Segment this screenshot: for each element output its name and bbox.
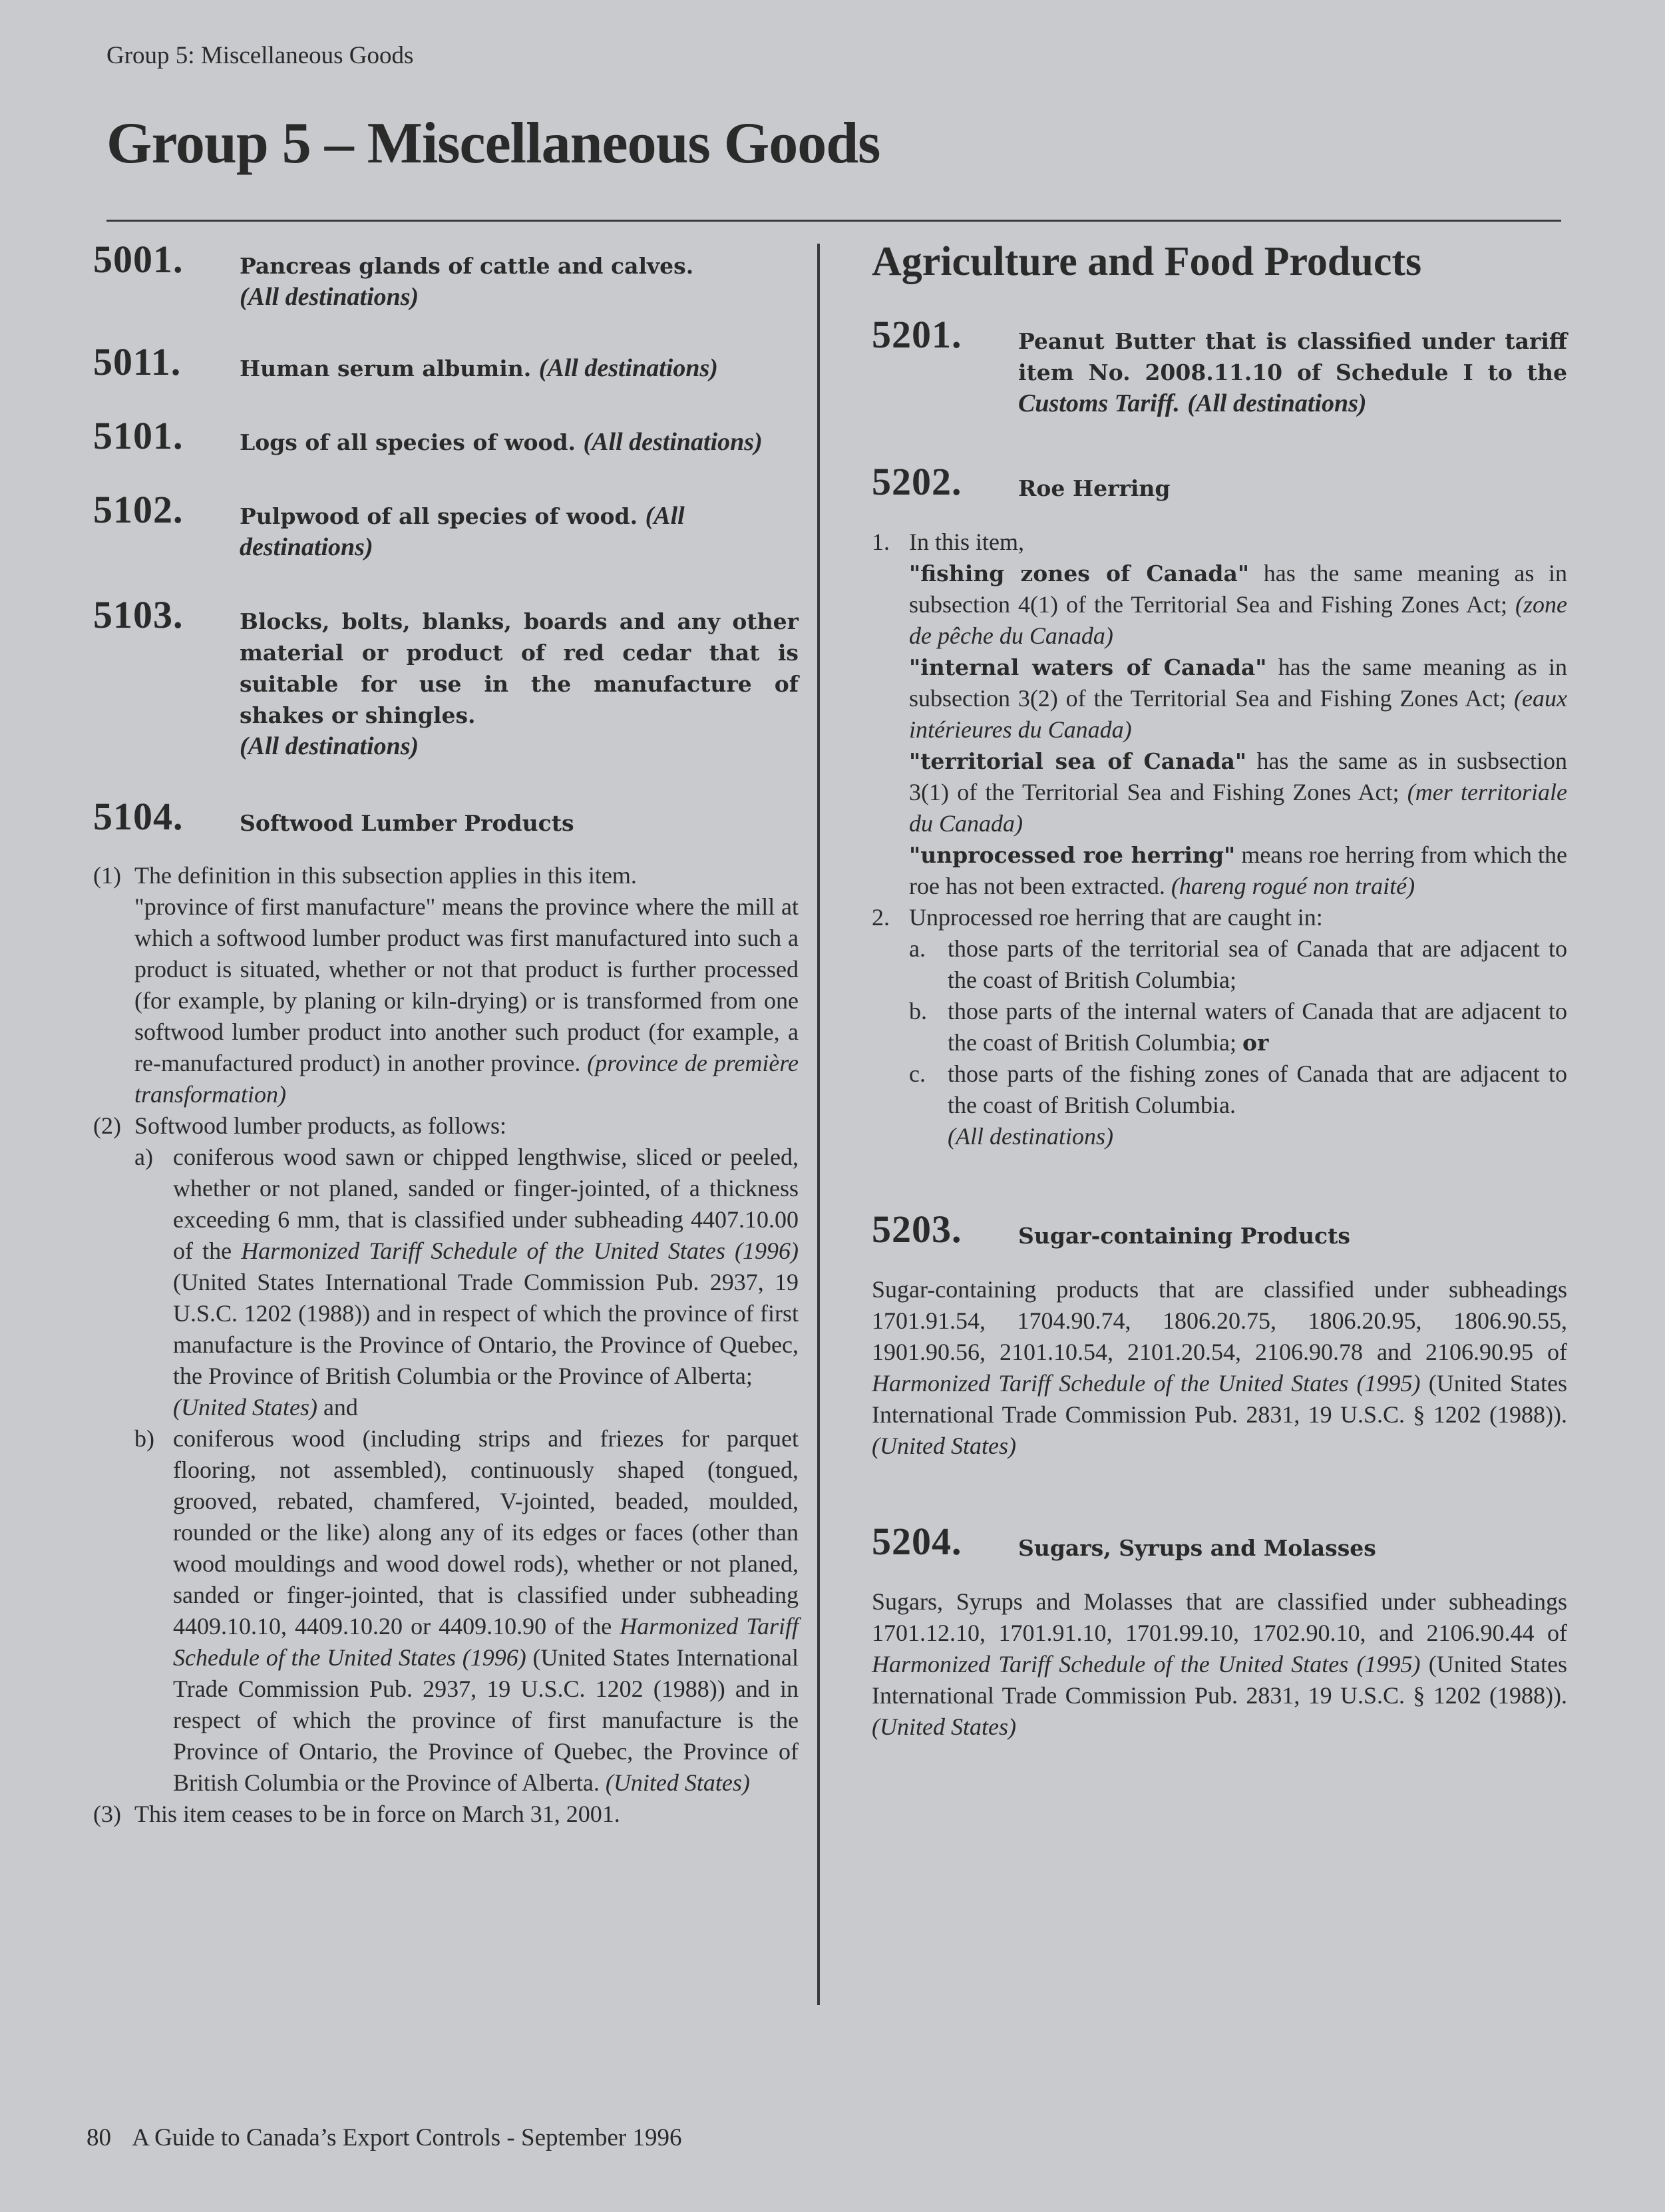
subsection-2 <box>93 1110 799 1799</box>
paragraph-label: b) <box>134 1425 154 1452</box>
subsection-label: (3) <box>93 1801 121 1827</box>
item-title: Softwood Lumber Products <box>240 810 574 836</box>
subsection-label: (2) <box>93 1112 121 1139</box>
item-5204-text: Sugars, Syrups and Molasses that are classified under subheadings 1701.12.10, 1701.91.10, 1701.99.10, 1702.90.10, and 2106.90.44 of Harmonized Tariff Schedule of the United States (1995) (United States International Trade Commission Pub. 2831, 19 U.S.C. § 1202 (1988)). (United States) <box>872 1588 1567 1740</box>
destination: (All destinations) <box>240 283 419 311</box>
item-text: Pulpwood of all species of wood. (All destinations) <box>240 502 685 561</box>
item-number: 5104. <box>93 795 184 838</box>
page-number: 80 <box>87 2124 111 2151</box>
right-column <box>872 239 1568 1743</box>
item-number: 5011. <box>93 340 182 383</box>
column-divider <box>817 244 820 2005</box>
subsection-3 <box>93 1799 799 1830</box>
paragraph-b: b) coniferous wood (including strips and friezes for parquet flooring, not assembled), continuously shaped (tongued, grooved, rebated, chamfered, V-jointed, beaded, moulded, rounded or the like) along any of its edges or faces (other than wood mouldings and wood dowel rods), whether or not planed, sanded or finger-jointed, that is classified under subheading 4409.10.10, 4409.10.20 or 4409.10.90 of the Harmonized Tariff Schedule of the United States (1996) (United States International Trade Commission Pub. 2937, 19 U.S.C. 1202 (1988)) and in respect of which the province of first manufacture is the Province of Ontario, the Province of Quebec, the Province of British Columbia or the Province of Alberta. (United States) <box>134 1423 799 1799</box>
item-number: 5103. <box>93 593 184 636</box>
item-text: Pancreas glands of cattle and calves. (All destinations) <box>240 253 694 311</box>
item-title: Sugar-containing Products <box>1018 1223 1350 1249</box>
paragraph-label: a) <box>134 1144 153 1170</box>
hts-reference: Harmonized Tariff Schedule of the United States (1995) <box>872 1651 1421 1677</box>
definition-fishing-zones: "fishing zones of Canada" has the same meaning as in subsection 4(1) of the Territorial Sea and Fishing Zones Act; (zone de pêche du Canada) <box>909 560 1568 649</box>
clause-b: b. those parts of the internal waters of Canada that are adjacent to the coast of British Columbia; or <box>909 998 1567 1056</box>
destination: (All destinations) <box>1187 389 1367 417</box>
footer-text: A Guide to Canada’s Export Controls - September 1996 <box>132 2124 682 2151</box>
item-5011 <box>93 342 799 384</box>
section-title: Agriculture and Food Products <box>872 239 1422 284</box>
definition-unprocessed-roe-herring: "unprocessed roe herring" means roe herring from which the roe has not been extracted. (hareng rogué non traité) <box>909 841 1567 899</box>
roe-herring-part-2: 2. Unprocessed roe herring that are caught in: a. those parts of the territorial sea of Canada that are adjacent to the coast of British Columbia; b. those parts of the internal waters of Canada that are adjacent to the coast of British Columbia; or c. those parts of the fishing zones of Canada that are adjacent to the coast of British Columbia. (All destinations) <box>872 902 1567 1152</box>
hts-reference: Harmonized Tariff Schedule of the United States (1996) <box>241 1237 799 1264</box>
subsection-1 <box>93 860 799 1110</box>
subsection-intro: Softwood lumber products, as follows: <box>134 1112 506 1139</box>
item-5204 <box>872 1522 1567 1564</box>
paragraph-a: a) coniferous wood sawn or chipped lengthwise, sliced or peeled, whether or not planed, sanded or finger-jointed, of a thickness exceeding 6 mm, that is classified under subheading 4407.10.00 of the Harmonized Tariff Schedule of the United States (1996) (United States International Trade Commission Pub. 2937, 19 U.S.C. 1202 (1988)) and in respect of which the province of first manufacture is the Province of Ontario, the Province of Quebec, the Province of British Columbia or the Province of Alberta; (United States) and <box>134 1142 799 1423</box>
destination: (All destinations) <box>583 428 763 456</box>
destination: (United States) <box>872 1713 1016 1740</box>
item-number: 5202. <box>872 460 962 503</box>
page-footer <box>87 2123 681 2152</box>
subsection-intro: The definition in this subsection applies in this item. <box>134 862 637 889</box>
item-text: Logs of all species of wood. (All destinations) <box>240 428 763 456</box>
item-text: Peanut Butter that is classified under tariff item No. 2008.11.10 of Schedule I to the Customs Tariff. (All destinations) <box>1018 328 1567 417</box>
part-label: 2. <box>872 904 890 931</box>
hts-reference: Harmonized Tariff Schedule of the United States (1996) <box>173 1613 799 1671</box>
item-text: Blocks, bolts, blanks, boards and any other material or product of red cedar that is suitable for use in the manufacture of shakes or shingles. (All destinations) <box>240 608 799 760</box>
item-number: 5204. <box>872 1520 962 1563</box>
item-5102 <box>93 490 799 563</box>
item-number: 5101. <box>93 414 184 457</box>
destination: (United States) <box>173 1394 317 1421</box>
left-column <box>93 240 799 1830</box>
item-5203-text: Sugar-containing products that are classified under subheadings 1701.91.54, 1704.90.74, 1806.20.75, 1806.20.95, 1806.90.55, 1901.90.56, 2101.10.54, 2101.20.54, 2106.90.78 and 2106.90.95 of Harmonized Tariff Schedule of the United States (1995) (United States International Trade Commission Pub. 2831, 19 U.S.C. § 1202 (1988)). (United States) <box>872 1276 1567 1459</box>
item-5201 <box>872 315 1567 419</box>
page-title: Group 5 – Miscellaneous Goods <box>106 111 880 176</box>
destination: (United States) <box>872 1433 1016 1459</box>
destination: (All destinations) <box>240 732 419 760</box>
item-5103 <box>93 595 799 762</box>
clause-a: a. those parts of the territorial sea of Canada that are adjacent to the coast of British Columbia; <box>909 935 1567 993</box>
subsection-text: This item ceases to be in force on March 31, 2001. <box>134 1801 620 1827</box>
destination: (All destinations) <box>948 1123 1113 1150</box>
definition-text: "province of first manufacture" means the province where the mill at which a softwood lumber product was first manufactured into such a product is situated, whether or not that product is further processed (for example, by planing or kiln-drying) or is transformed from one softwood lumber product into another such product (for example, a re-manufactured product) in another province. (province de première transformation) <box>134 893 799 1108</box>
definition-territorial-sea: "territorial sea of Canada" has the same as in susbsection 3(1) of the Territorial Sea and Fishing Zones Act; (mer territoriale du Canada) <box>909 748 1568 837</box>
item-number: 5001. <box>93 238 184 281</box>
item-5203 <box>872 1210 1567 1251</box>
item-5104 <box>93 797 799 839</box>
item-5202 <box>872 462 1567 504</box>
french-term: (province de première transformation) <box>134 1050 799 1108</box>
roe-herring-part-1: 1. In this item, "fishing zones of Canada" has the same meaning as in subsection 4(1) of the Territorial Sea and Fishing Zones Act; (zone de pêche du Canada) "internal waters of Canada" has the same meaning as in subsection 3(2) of the Territorial Sea and Fishing Zones Act; (eaux intérieures du Canada) "territorial sea of Canada" has the same as in susbsection 3(1) of the Territorial Sea and Fishing Zones Act; (mer territoriale du Canada) "unprocessed roe herring" means roe herring from which the roe has not been extracted. (hareng rogué non traité) <box>872 527 1567 902</box>
definition-internal-waters: "internal waters of Canada" has the same meaning as in subsection 3(2) of the Territorial Sea and Fishing Zones Act; (eaux intérieures du Canada) <box>909 654 1567 743</box>
destination: (All destinations) <box>240 502 685 561</box>
item-text: Human serum albumin. (All destinations) <box>240 354 718 382</box>
hts-reference: Harmonized Tariff Schedule of the United States (1995) <box>872 1370 1421 1397</box>
title-rule <box>106 220 1561 222</box>
part-label: 1. <box>872 529 890 555</box>
item-title: Sugars, Syrups and Molasses <box>1018 1535 1376 1561</box>
item-number: 5203. <box>872 1208 962 1251</box>
destination: (All destinations) <box>538 354 718 382</box>
clause-c: c. those parts of the fishing zones of Canada that are adjacent to the coast of British Columbia. (All destinations) <box>909 1060 1567 1150</box>
item-5101 <box>93 416 799 458</box>
destination: (United States) <box>605 1769 750 1796</box>
item-title: Roe Herring <box>1018 475 1171 501</box>
subsection-label: (1) <box>93 862 121 889</box>
item-5001 <box>93 240 799 313</box>
item-number: 5102. <box>93 488 184 531</box>
running-head: Group 5: Miscellaneous Goods <box>106 42 414 69</box>
item-number: 5201. <box>872 313 962 356</box>
